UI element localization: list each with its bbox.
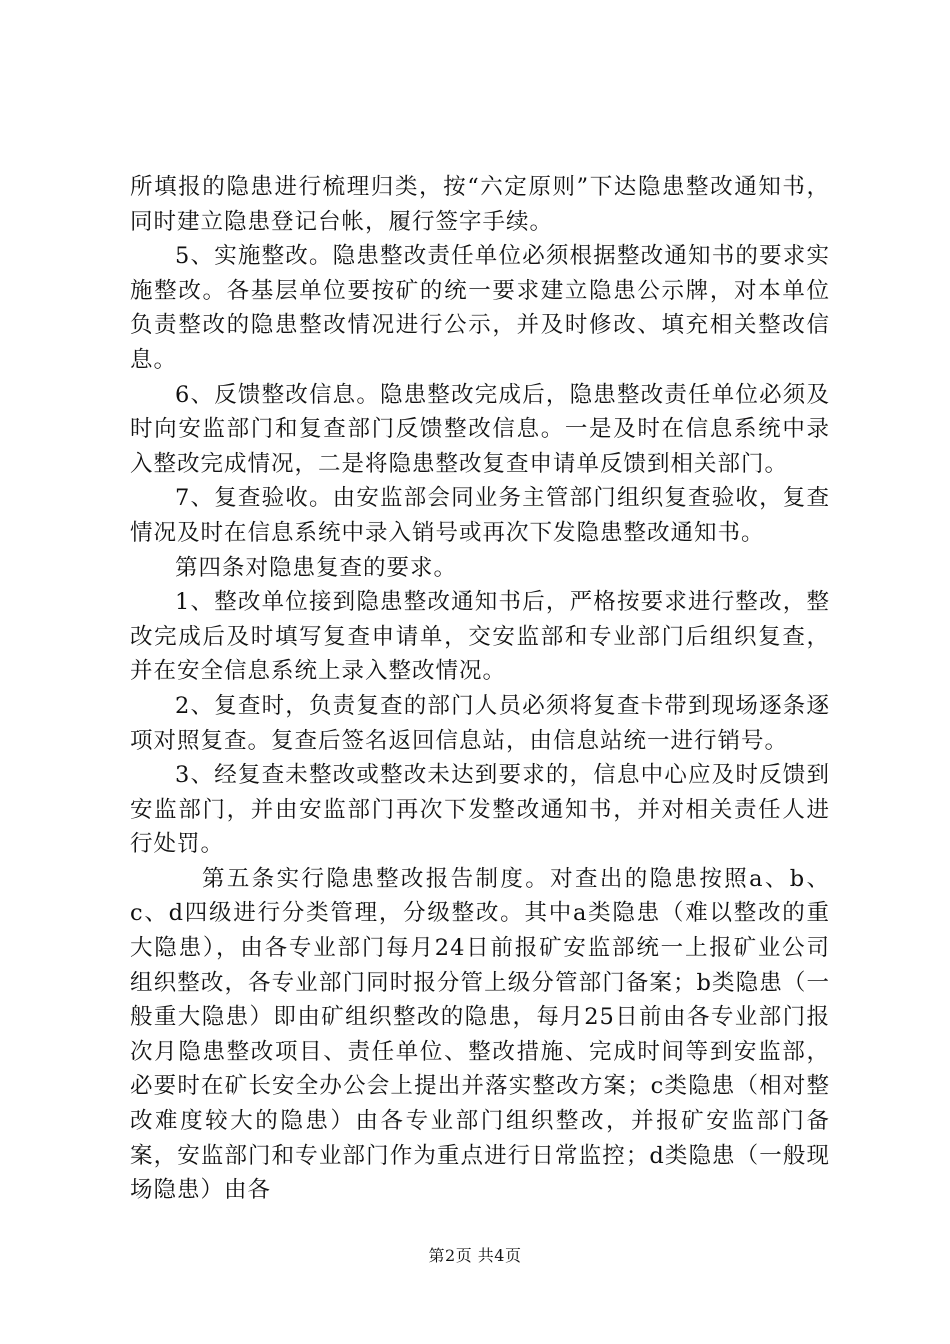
paragraph-review-2: 2、复查时，负责复查的部门人员必须将复查卡带到现场逐条逐项对照复查。复查后签名返回信息站，由信息站统一进行销号。 — [130, 692, 830, 754]
page-number-footer: 第2页 共4页 — [428, 1246, 522, 1265]
paragraph-item-5: 5、实施整改。隐患整改责任单位必须根据整改通知书的要求实施整改。各基层单位要按矿的统一要求建立隐患公示牌，对本单位负责整改的隐患整改情况进行公示，并及时修改、填充相关整改信息。 — [130, 243, 830, 373]
document-body — [130, 170, 830, 1208]
paragraph-article-5: 第五条实行隐患整改报告制度。对查出的隐患按照a、b、c、d四级进行分类管理，分级整改。其中a类隐患（难以整改的重大隐患），由各专业部门每月24日前报矿安监部统一上报矿业公司组织整改，各专业部门同时报分管上级分管部门备案；b类隐患（一般重大隐患）即由矿组织整改的隐患，每月25日前由各专业部门报次月隐患整改项目、责任单位、整改措施、完成时间等到安监部，必要时在矿长安全办公会上提出并落实整改方案；c类隐患（相对整改难度较大的隐患）由各专业部门组织整改，并报矿安监部门备案，安监部门和专业部门作为重点进行日常监控；d类隐患（一般现场隐患）由各 — [130, 865, 830, 1204]
paragraph-review-3: 3、经复查未整改或整改未达到要求的，信息中心应及时反馈到安监部门，并由安监部门再次下发整改通知书，并对相关责任人进行处罚。 — [130, 762, 830, 858]
section-heading-article-4: 第四条对隐患复查的要求。 — [175, 554, 458, 581]
paragraph-item-7: 7、复查验收。由安监部会同业务主管部门组织复查验收，复查情况及时在信息系统中录入销号或再次下发隐患整改通知书。 — [130, 485, 830, 546]
paragraph-review-1: 1、整改单位接到隐患整改通知书后，严格按要求进行整改，整改完成后及时填写复查申请单，交安监部和专业部门后组织复查，并在安全信息系统上录入整改情况。 — [130, 589, 830, 685]
paragraph-item-6: 6、反馈整改信息。隐患整改完成后，隐患整改责任单位必须及时向安监部门和复查部门反馈整改信息。一是及时在信息系统中录入整改完成情况，二是将隐患整改复查申请单反馈到相关部门。 — [130, 381, 830, 477]
paragraph-continuation: 所填报的隐患进行梳理归类，按“六定原则”下达隐患整改通知书，同时建立隐患登记台帐，履行签字手续。 — [130, 174, 830, 235]
